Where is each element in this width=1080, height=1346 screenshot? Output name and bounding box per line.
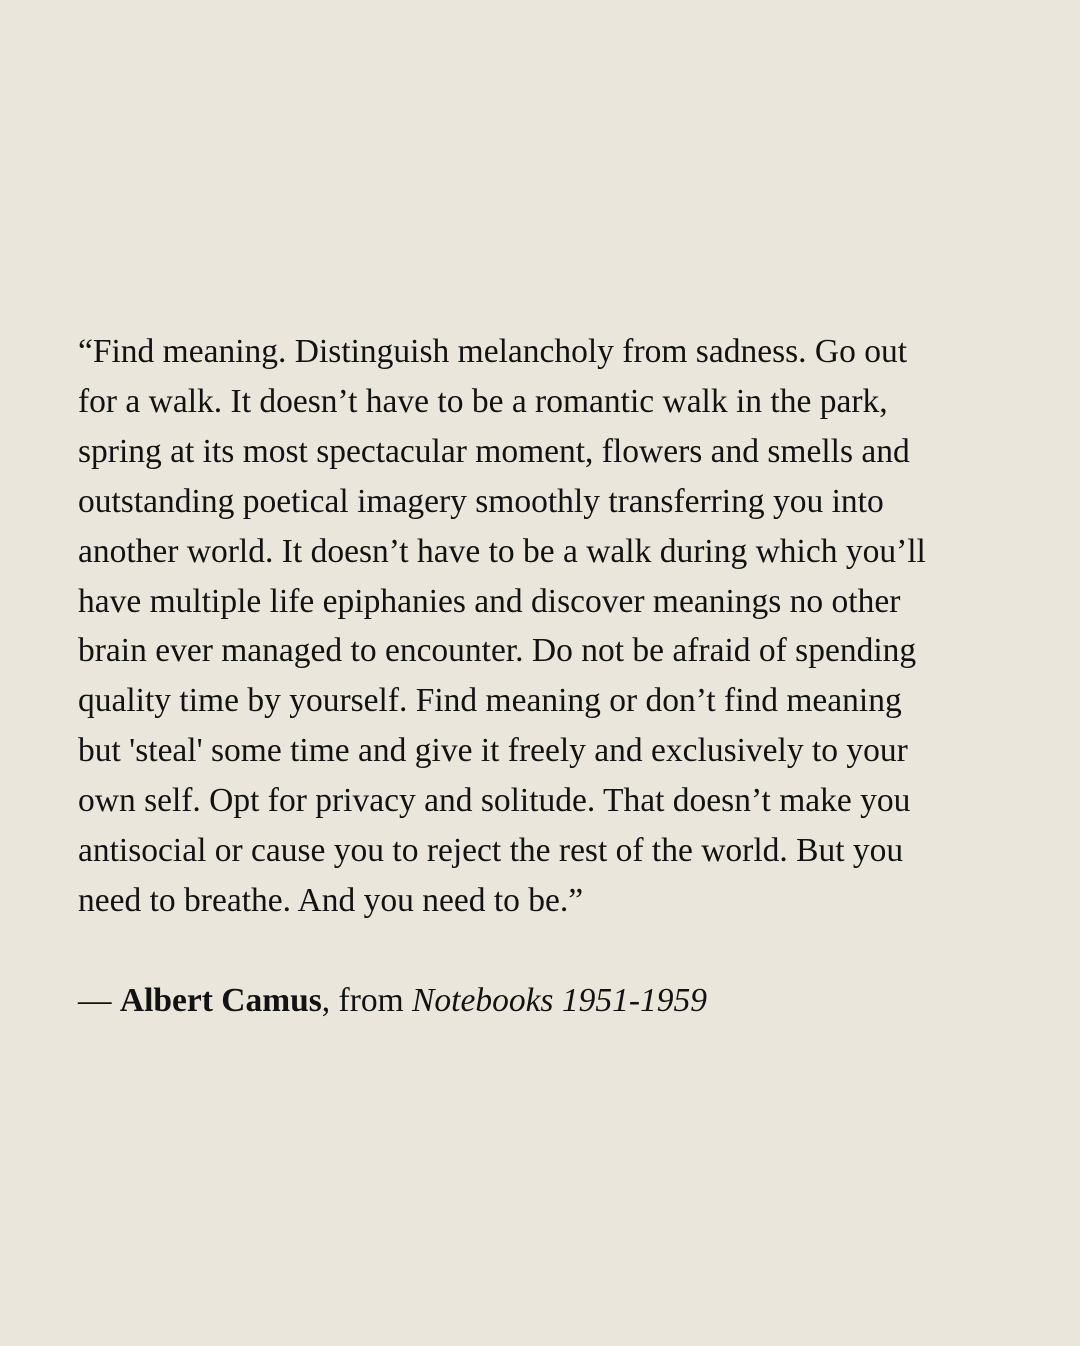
quote-line: outstanding poetical imagery smoothly transferring you into [78,482,884,520]
quote-text [78,327,1008,926]
quote-line: own self. Opt for privacy and solitude. That doesn’t make you [78,782,911,820]
author-name: Albert Camus [119,981,322,1019]
attribution-connector: , from [321,981,413,1019]
quote-line: for a walk. It doesn’t have to be a romantic walk in the park, [78,382,888,420]
quote-line: but 'steal' some time and give it freely and exclusively to your [78,732,908,770]
attribution-dash: — [78,981,120,1019]
attribution [78,976,1008,1026]
quote-line: brain ever managed to encounter. Do not be afraid of spending [78,632,917,670]
quote-line: “Find meaning. Distinguish melancholy from sadness. Go out [78,333,908,370]
quote-card [78,327,1008,1026]
quote-line: another world. It doesn’t have to be a walk during which you’ll [78,532,926,570]
quote-line: quality time by yourself. Find meaning or don’t find meaning [78,682,902,720]
quote-line: spring at its most spectacular moment, flowers and smells and [78,432,910,470]
source-title: Notebooks 1951-1959 [412,981,708,1019]
quote-line: antisocial or cause you to reject the rest of the world. But you [78,832,904,870]
quote-line: need to breathe. And you need to be.” [78,881,584,919]
quote-line: have multiple life epiphanies and discover meanings no other [78,582,901,620]
